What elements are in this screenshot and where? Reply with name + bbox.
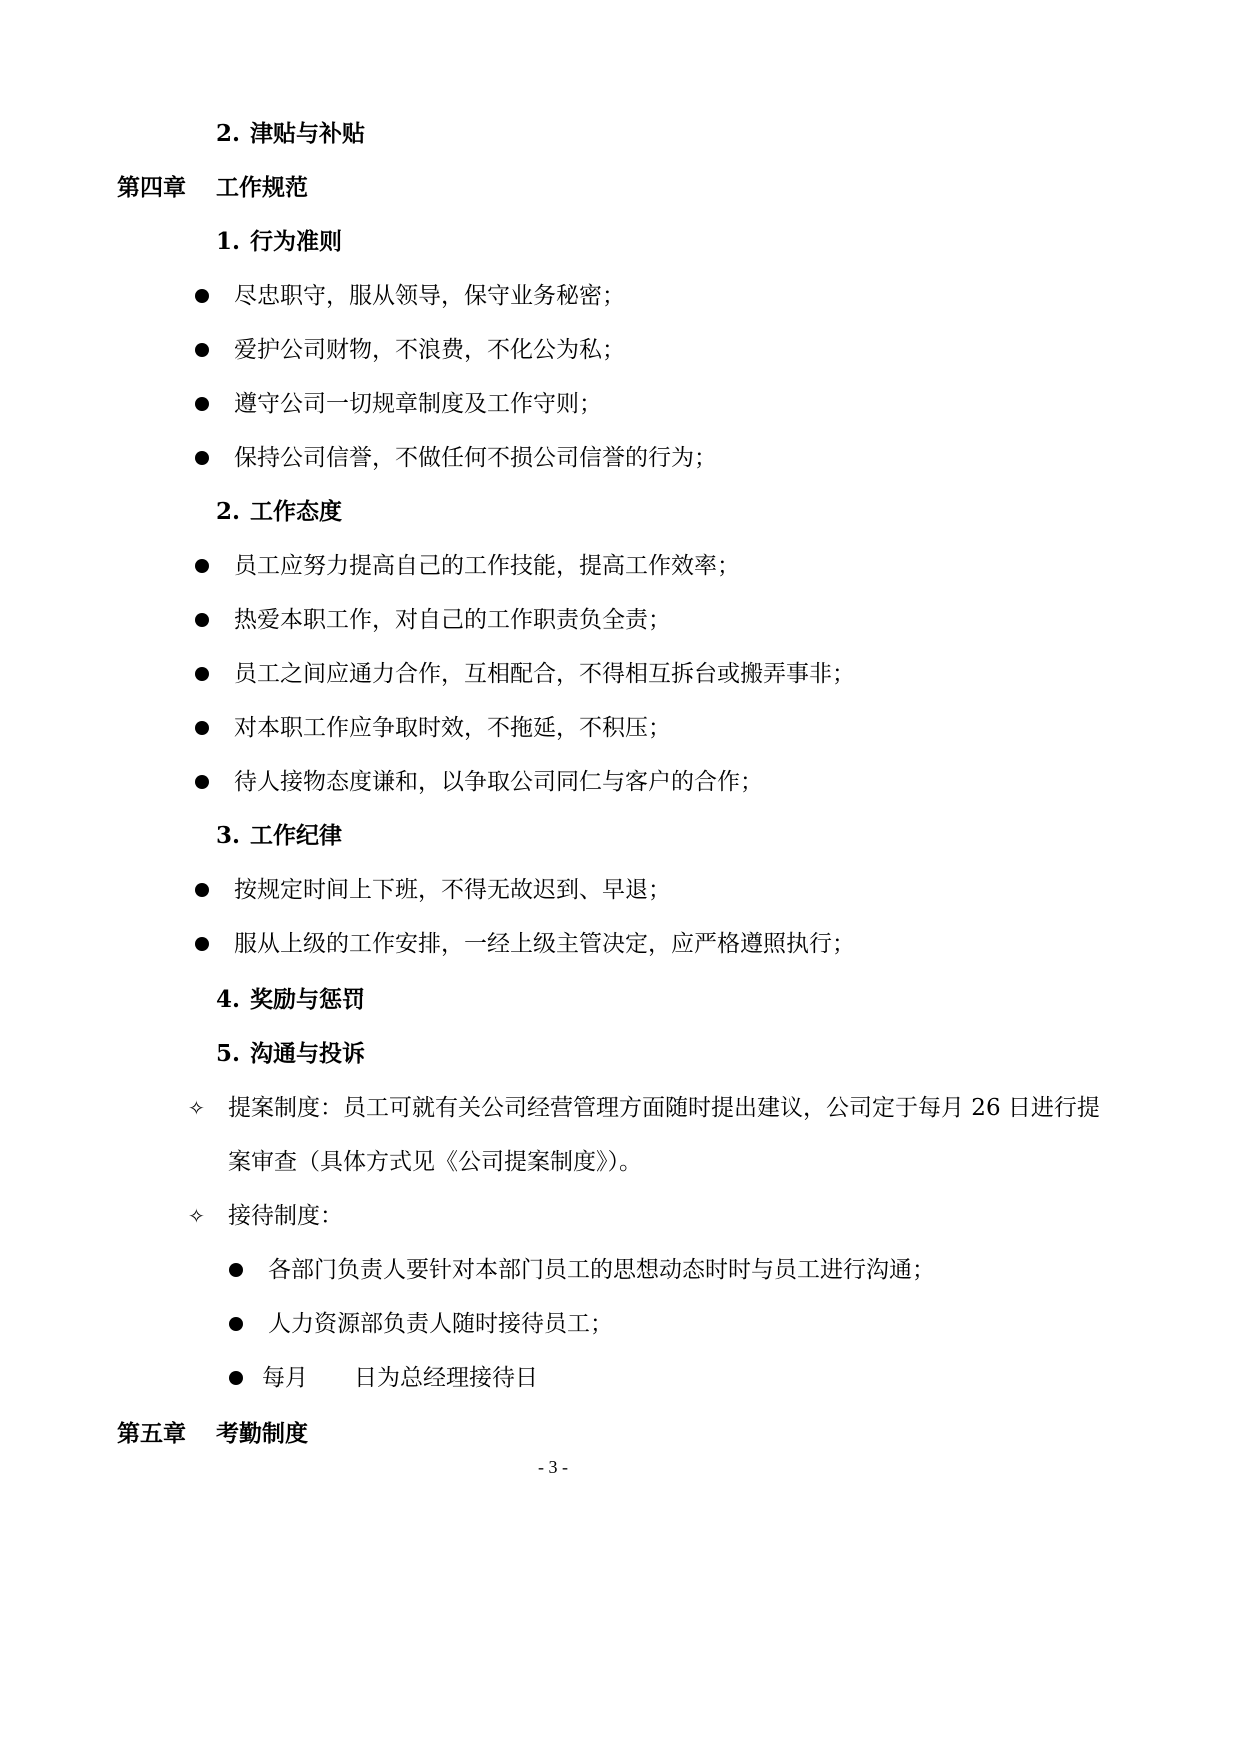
subsection-title: 沟通与投诉 xyxy=(250,1040,365,1067)
bullet-icon xyxy=(195,775,209,789)
diamond-bullet-icon: ✧ xyxy=(188,1204,205,1228)
list-item: 每月 日为总经理接待日 xyxy=(262,1365,538,1391)
bullet-icon xyxy=(229,1371,243,1385)
subsection-number: 3. xyxy=(216,822,241,849)
bullet-icon xyxy=(195,451,209,465)
list-item: 员工之间应通力合作，互相配合，不得相互拆台或搬弄事非； xyxy=(234,661,855,687)
bullet-icon xyxy=(195,559,209,573)
chapter-title: 工作规范 xyxy=(216,174,308,201)
diamond-bullet-icon: ✧ xyxy=(188,1096,205,1120)
list-item: 遵守公司一切规章制度及工作守则； xyxy=(234,391,602,417)
chapter-label: 第五章 xyxy=(117,1420,186,1447)
bullet-icon xyxy=(195,721,209,735)
subsection-title: 奖励与惩罚 xyxy=(250,986,365,1013)
subsection-title: 行为准则 xyxy=(250,228,342,255)
subsection-title: 工作态度 xyxy=(250,498,342,525)
chapter-label: 第四章 xyxy=(117,174,186,201)
list-item: 人力资源部负责人随时接待员工； xyxy=(268,1311,613,1337)
section-title: 津贴与补贴 xyxy=(250,120,365,147)
bullet-icon xyxy=(195,937,209,951)
subsection-number: 2. xyxy=(216,498,241,525)
bullet-icon xyxy=(195,397,209,411)
list-item: 服从上级的工作安排，一经上级主管决定，应严格遵照执行； xyxy=(234,931,855,957)
bullet-icon xyxy=(195,883,209,897)
bullet-icon xyxy=(195,343,209,357)
bullet-icon xyxy=(229,1263,243,1277)
subsection-number: 5. xyxy=(216,1040,241,1067)
reception-label: 接待制度： xyxy=(228,1203,343,1229)
bullet-icon xyxy=(195,289,209,303)
page-number: - 3 - xyxy=(538,1457,568,1477)
list-item: 尽忠职守，服从领导，保守业务秘密； xyxy=(234,283,625,309)
chapter-title: 考勤制度 xyxy=(216,1420,308,1447)
list-item: 对本职工作应争取时效，不拖延，不积压； xyxy=(234,715,671,741)
list-item: 爱护公司财物，不浪费，不化公为私； xyxy=(234,337,625,363)
list-item: 按规定时间上下班，不得无故迟到、早退； xyxy=(234,877,671,903)
list-item: 热爱本职工作，对自己的工作职责负全责； xyxy=(234,607,671,633)
list-item: 员工应努力提高自己的工作技能，提高工作效率； xyxy=(234,553,740,579)
proposal-text-continued: 案审查（具体方式见《公司提案制度》）。 xyxy=(228,1149,642,1175)
list-item: 保持公司信誉，不做任何不损公司信誉的行为； xyxy=(234,445,717,471)
bullet-icon xyxy=(229,1317,243,1331)
list-item: 各部门负责人要针对本部门员工的思想动态时时与员工进行沟通； xyxy=(268,1257,935,1283)
bullet-icon xyxy=(195,613,209,627)
subsection-number: 4. xyxy=(216,986,241,1013)
subsection-title: 工作纪律 xyxy=(250,822,342,849)
list-item: 待人接物态度谦和，以争取公司同仁与客户的合作； xyxy=(234,769,763,795)
subsection-number: 1. xyxy=(216,228,241,255)
proposal-text: 提案制度：员工可就有关公司经营管理方面随时提出建议，公司定于每月 26 日进行提 xyxy=(228,1095,1100,1121)
bullet-icon xyxy=(195,667,209,681)
section-number: 2. xyxy=(216,120,241,147)
